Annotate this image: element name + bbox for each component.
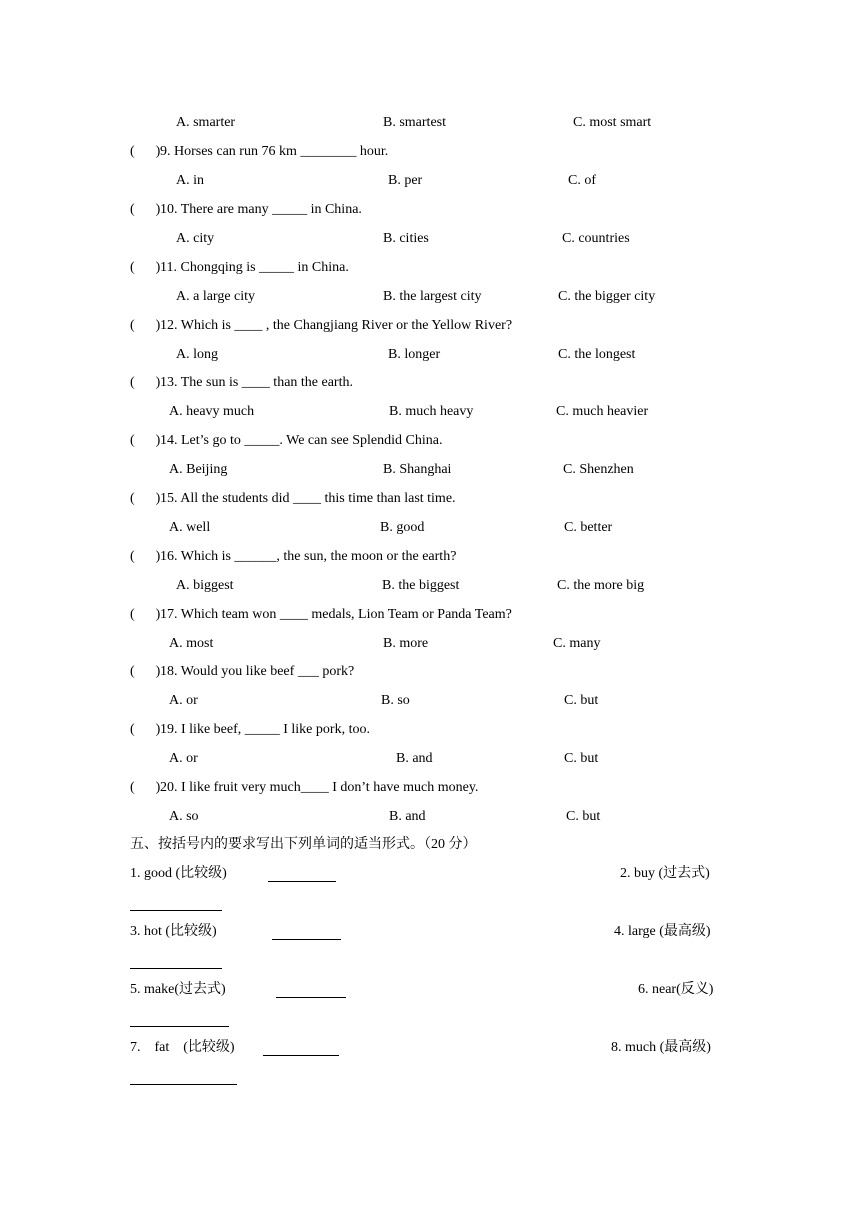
q14-stem: ( )14. Let’s go to _____. We can see Splendid China.	[130, 433, 443, 448]
q19-option-c: C. but	[564, 751, 599, 766]
q18-option-b: B. so	[381, 693, 410, 708]
fill-blank-6[interactable]	[130, 1026, 229, 1027]
q9-stem: ( )9. Horses can run 76 km ________ hour.	[130, 144, 389, 159]
fill-item-6: 6. near(反义)	[638, 982, 714, 997]
q12-option-c: C. the longest	[558, 347, 636, 362]
q17-option-a: A. most	[169, 636, 214, 651]
q18-stem: ( )18. Would you like beef ___ pork?	[130, 664, 355, 679]
q20-stem: ( )20. I like fruit very much____ I don’t have much money.	[130, 780, 479, 795]
q8-option-a: A. smarter	[176, 115, 236, 130]
q18-option-c: C. but	[564, 693, 599, 708]
answer-paren: ( )	[130, 144, 161, 159]
q20-option-b: B. and	[389, 809, 426, 824]
q13-option-a: A. heavy much	[169, 404, 255, 419]
q12-stem: ( )12. Which is ____ , the Changjiang River or the Yellow River?	[130, 318, 513, 333]
q20-option-c: C. but	[566, 809, 601, 824]
fill-item-1: 1. good (比较级)	[130, 866, 227, 881]
q16-option-c: C. the more big	[557, 578, 645, 593]
q10-stem: ( )10. There are many _____ in China.	[130, 202, 362, 217]
q19-option-a: A. or	[169, 751, 198, 766]
fill-blank-2[interactable]	[130, 910, 222, 911]
q19-option-b: B. and	[396, 751, 433, 766]
q9-option-c: C. of	[568, 173, 596, 188]
q12-option-a: A. long	[176, 347, 218, 362]
fill-item-8: 8. much (最高级)	[611, 1040, 711, 1055]
q17-option-c: C. many	[553, 636, 601, 651]
q11-stem: ( )11. Chongqing is _____ in China.	[130, 260, 349, 275]
q14-option-a: A. Beijing	[169, 462, 228, 477]
q17-option-b: B. more	[383, 636, 429, 651]
q13-option-b: B. much heavy	[389, 404, 474, 419]
q10-option-a: A. city	[176, 231, 215, 246]
q14-option-c: C. Shenzhen	[563, 462, 634, 477]
q15-option-a: A. well	[169, 520, 211, 535]
fill-blank-1[interactable]	[268, 881, 336, 882]
q16-option-a: A. biggest	[176, 578, 234, 593]
q13-option-c: C. much heavier	[556, 404, 649, 419]
q14-option-b: B. Shanghai	[383, 462, 452, 477]
fill-item-2: 2. buy (过去式)	[620, 866, 710, 881]
q10-option-b: B. cities	[383, 231, 429, 246]
fill-blank-4[interactable]	[130, 968, 222, 969]
q11-option-c: C. the bigger city	[558, 289, 656, 304]
q8-option-b: B. smartest	[383, 115, 446, 130]
section-five-heading: 五、按括号内的要求写出下列单词的适当形式。（20 分）	[130, 837, 477, 852]
q15-option-c: C. better	[564, 520, 613, 535]
q16-option-b: B. the biggest	[382, 578, 460, 593]
q10-option-c: C. countries	[562, 231, 630, 246]
q9-option-b: B. per	[388, 173, 423, 188]
fill-blank-8[interactable]	[130, 1084, 237, 1085]
fill-blank-7[interactable]	[263, 1055, 339, 1056]
q9-option-a: A. in	[176, 173, 204, 188]
fill-item-3: 3. hot (比较级)	[130, 924, 217, 939]
fill-blank-5[interactable]	[276, 997, 346, 998]
q15-option-b: B. good	[380, 520, 425, 535]
fill-blank-3[interactable]	[272, 939, 341, 940]
fill-item-4: 4. large (最高级)	[614, 924, 711, 939]
q13-stem: ( )13. The sun is ____ than the earth.	[130, 375, 353, 390]
q19-stem: ( )19. I like beef, _____ I like pork, too.	[130, 722, 370, 737]
q11-option-a: A. a large city	[176, 289, 256, 304]
q12-option-b: B. longer	[388, 347, 441, 362]
q11-option-b: B. the largest city	[383, 289, 482, 304]
q18-option-a: A. or	[169, 693, 198, 708]
fill-item-7: 7. fat (比较级)	[130, 1040, 235, 1055]
q20-option-a: A. so	[169, 809, 199, 824]
fill-item-5: 5. make(过去式)	[130, 982, 226, 997]
q15-stem: ( )15. All the students did ____ this time than last time.	[130, 491, 456, 506]
q8-option-c: C. most smart	[573, 115, 652, 130]
q16-stem: ( )16. Which is ______, the sun, the moon or the earth?	[130, 549, 457, 564]
q17-stem: ( )17. Which team won ____ medals, Lion Team or Panda Team?	[130, 607, 512, 622]
